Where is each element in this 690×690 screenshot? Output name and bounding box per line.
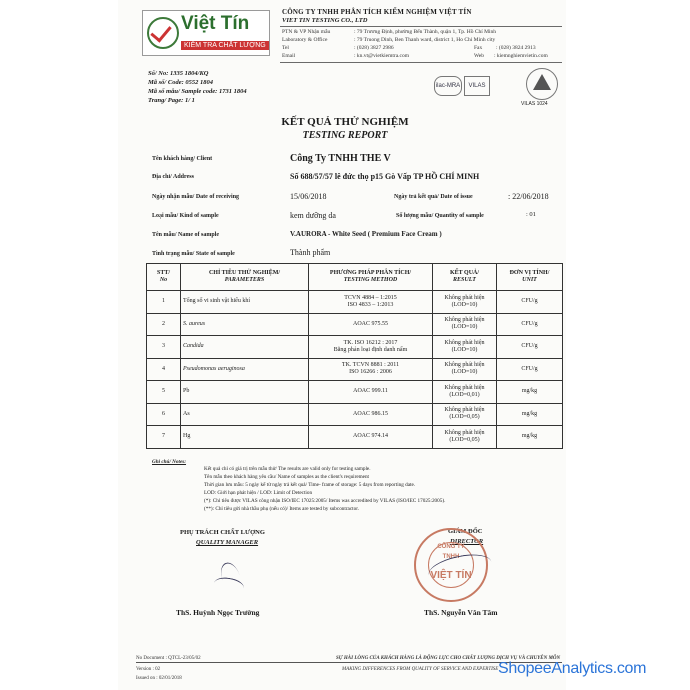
contact-label: Laboratory & Office xyxy=(282,37,328,43)
row-method: TK. TCVN 8881 : 2011 ISO 16266 : 2006 xyxy=(309,358,433,381)
sample-name-label: Tên mẫu/ Name of sample xyxy=(152,232,219,238)
col-header-parameters: CHỈ TIÊU THỬ NGHIỆM/ PARAMETERS xyxy=(181,264,309,291)
web-label: Web xyxy=(474,53,484,59)
row-no: 3 xyxy=(147,336,181,359)
contact-value: : 79 Trương Định, phường Bến Thành, quận 1, Tp. Hồ Chí Minh xyxy=(354,29,497,35)
ilac-mra-mark: ilac-MRA xyxy=(434,76,462,96)
row-parameter: Pseudomonas aeruginosa xyxy=(181,358,309,381)
client-label: Tên khách hàng/ Client xyxy=(152,156,213,162)
sample-name-value: V.AURORA - White Seed ( Premium Face Cream ) xyxy=(290,230,442,238)
report-number: Số/ No: 1335 1804/KQ xyxy=(148,70,209,77)
date-receiving-value: 15/06/2018 xyxy=(290,192,327,201)
row-method: TCVN 4884 – 1:2015 ISO 4833 – 1:2013 xyxy=(309,291,433,314)
col-header-method: PHƯƠNG PHÁP PHÂN TÍCH/ TESTING METHOD xyxy=(309,264,433,291)
company-name-en: VIET TIN TESTING CO., LTD xyxy=(282,17,368,24)
notes-heading: Ghi chú/ Notes: xyxy=(152,459,187,465)
row-no: 1 xyxy=(147,291,181,314)
vilas-mark: VILAS xyxy=(464,76,490,96)
table-row xyxy=(147,381,563,404)
results-table xyxy=(146,263,563,449)
page-number: Trang/ Page: 1/ 1 xyxy=(148,97,195,104)
row-parameter: Candida xyxy=(181,336,309,359)
doc-date: Issued on : 02/01/2018 xyxy=(136,676,182,681)
vilas-badge-icon xyxy=(526,68,558,100)
stamp-text: TNHH xyxy=(442,554,460,560)
row-parameter: S. aureus xyxy=(181,313,309,336)
quantity-value: : 01 xyxy=(526,211,536,218)
row-result: Không phát hiện (LOD=0,05) xyxy=(433,403,497,426)
table-row xyxy=(147,291,563,314)
row-unit: mg/kg xyxy=(497,426,563,449)
col-header-no: STT/ No xyxy=(147,264,181,291)
date-issue-label: Ngày trả kết quả/ Date of issue xyxy=(394,194,473,200)
row-unit: mg/kg xyxy=(497,381,563,404)
kind-label: Loại mẫu/ Kind of sample xyxy=(152,213,219,219)
director-title-en: DIRECTOR xyxy=(450,538,484,545)
fax-value: : (028) 3824 2913 xyxy=(496,45,536,51)
table-header-row xyxy=(147,264,563,291)
header-divider xyxy=(280,26,562,27)
col-header-unit: ĐƠN VỊ TÍNH/ UNIT xyxy=(497,264,563,291)
row-method: AOAC 986.15 xyxy=(309,403,433,426)
table-row xyxy=(147,358,563,381)
logo-name: Việt Tín xyxy=(181,13,250,34)
row-method: TK. ISO 16212 : 2017 Bằng phản loại định danh nấm xyxy=(309,336,433,359)
state-label: Tình trạng mẫu/ State of sample xyxy=(152,251,235,257)
row-no: 2 xyxy=(147,313,181,336)
contact-label: Email xyxy=(282,53,296,59)
table-row xyxy=(147,336,563,359)
row-unit: CFU/g xyxy=(497,336,563,359)
vilas-code: VILAS 1024 xyxy=(521,101,548,107)
sample-code: Mã số mẫu/ Sample code: 1731 1804 xyxy=(148,88,247,95)
row-unit: CFU/g xyxy=(497,313,563,336)
row-result: Không phát hiện (LOD=10) xyxy=(433,336,497,359)
date-issue-value: : 22/06/2018 xyxy=(508,192,549,201)
table-row xyxy=(147,313,563,336)
row-parameter: Pb xyxy=(181,381,309,404)
stamp-text: VIỆT TÍN xyxy=(430,570,472,581)
row-unit: CFU/g xyxy=(497,291,563,314)
row-unit: mg/kg xyxy=(497,403,563,426)
company-name-vn: CÔNG TY TNHH PHÂN TÍCH KIỂM NGHIỆM VIỆT TÍN xyxy=(282,8,472,16)
kind-value: kem dưỡng da xyxy=(290,211,336,220)
note-line: Tên mẫu theo khách hàng yêu cầu/ Name of samples as the client's requirement xyxy=(204,474,370,480)
row-parameter: As xyxy=(181,403,309,426)
row-unit: CFU/g xyxy=(497,358,563,381)
row-result: Không phát hiện (LOD=0,05) xyxy=(433,426,497,449)
row-no: 6 xyxy=(147,403,181,426)
report-code: Mã số/ Code: 0552 1804 xyxy=(148,79,213,86)
report-title-en: TESTING REPORT xyxy=(302,130,388,141)
checkmark-icon xyxy=(147,17,179,49)
viet-tin-logo xyxy=(142,10,270,56)
doc-version: Version : 02 xyxy=(136,667,161,672)
col-header-result: KẾT QUẢ/ RESULT xyxy=(433,264,497,291)
table-row xyxy=(147,403,563,426)
quality-manager-name: ThS. Huỳnh Ngọc Trường xyxy=(176,608,260,617)
contact-value: : kn.vt@vietkiemtra.com xyxy=(354,53,410,59)
contact-label: PTN & VP Nhận mẫu xyxy=(282,29,331,35)
footer-slogan-en: MAKING DIFFERENCES FROM QUALITY OF SERVICE AND EXPERTISE xyxy=(342,667,499,672)
row-parameter: Tổng số vi sinh vật hiếu khí xyxy=(181,291,309,314)
row-result: Không phát hiện (LOD=10) xyxy=(433,358,497,381)
address-value: Số 688/57/57 lê đức thọ p15 Gò Vấp TP HỒ CHÍ MINH xyxy=(290,172,480,181)
note-line: (*): Chỉ tiêu được VILAS công nhận ISO/IEC 17025:2005/ Items was accredited by VILAS (ISO/IEC 17025:2005). xyxy=(204,498,446,504)
address-label: Địa chỉ/ Address xyxy=(152,174,194,180)
quantity-label: Số lượng mẫu/ Quantity of sample xyxy=(396,213,484,219)
director-name: ThS. Nguyễn Văn Tâm xyxy=(424,608,498,617)
contact-label: Tel xyxy=(282,45,289,51)
watermark-text: ShopeeAnalytics.com xyxy=(498,660,647,677)
logo-tagline: KIỂM TRA CHẤT LƯỢNG xyxy=(181,41,269,50)
stamp-text: CÔNG TY xyxy=(437,544,465,550)
row-result: Không phát hiện (LOD=10) xyxy=(433,291,497,314)
director-title: GIÁM ĐỐC xyxy=(448,528,483,535)
quality-manager-title-en: QUALITY MANAGER xyxy=(196,539,259,546)
row-result: Không phát hiện (LOD=0,01) xyxy=(433,381,497,404)
row-result: Không phát hiện (LOD=10) xyxy=(433,313,497,336)
note-line: Kết quả chỉ có giá trị trên mẫu thử/ The results are valid only for testing sample. xyxy=(204,466,371,472)
row-no: 5 xyxy=(147,381,181,404)
row-method: AOAC 999.11 xyxy=(309,381,433,404)
note-line: Thời gian lưu mẫu: 5 ngày kể từ ngày trả kết quả/ Time- frame of storage: 5 days from reporting date. xyxy=(204,482,416,488)
row-method: AOAC 974.14 xyxy=(309,426,433,449)
row-no: 7 xyxy=(147,426,181,449)
row-no: 4 xyxy=(147,358,181,381)
footer-slogan-vn: SỰ HÀI LÒNG CỦA KHÁCH HÀNG LÀ ĐỘNG LỰC CHO CHẤT LƯỢNG DỊCH VỤ VÀ CHUYÊN MÔN xyxy=(336,656,561,661)
table-row xyxy=(147,426,563,449)
row-method: AOAC 975.55 xyxy=(309,313,433,336)
fax-label: Fax xyxy=(474,45,483,51)
doc-number: No Document : QTCL-23/05/02 xyxy=(136,656,201,661)
web-value: : kiemnghiemvietin.com xyxy=(494,53,548,59)
date-receiving-label: Ngày nhận mẫu/ Date of receiving xyxy=(152,194,240,200)
contact-value: : (028) 3827 2986 xyxy=(354,45,394,51)
note-line: LOD: Giới hạn phát hiện / LOD: Limit of Detection xyxy=(204,490,313,496)
header-divider xyxy=(280,62,562,63)
report-title-vn: KẾT QUẢ THỬ NGHIỆM xyxy=(281,116,409,128)
row-parameter: Hg xyxy=(181,426,309,449)
quality-manager-title: PHỤ TRÁCH CHẤT LƯỢNG xyxy=(180,529,265,536)
state-value: Thành phẩm xyxy=(290,248,331,257)
client-value: Công Ty TNHH THE V xyxy=(290,153,391,164)
note-line: (**): Chỉ tiêu gửi nhà thầu phụ (nếu có)/ Items are tested by subcontractor. xyxy=(204,506,359,512)
contact-value: : 79 Truong Dinh, Ben Thanh ward, district 1, Ho Chi Minh city xyxy=(354,37,496,43)
